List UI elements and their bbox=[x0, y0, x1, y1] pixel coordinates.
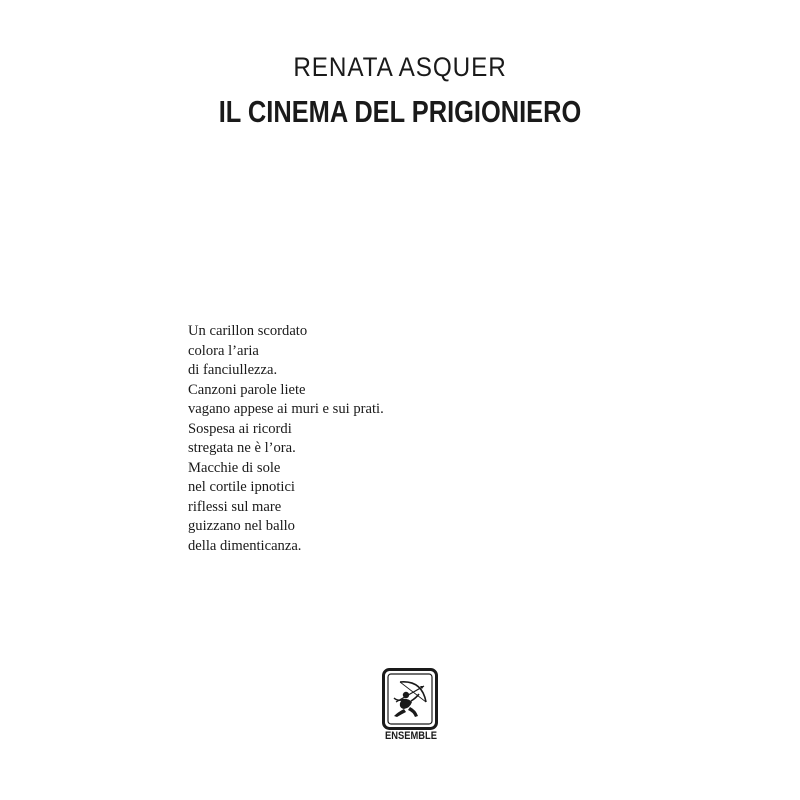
book-title: IL CINEMA DEL PRIGIONIERO bbox=[218, 94, 582, 129]
poem bbox=[188, 322, 384, 556]
poem-line: guizzano nel ballo bbox=[188, 518, 295, 534]
publisher-logo bbox=[379, 668, 443, 748]
publisher-name: ENSEMBLE bbox=[385, 730, 437, 742]
poem-line: Macchie di sole bbox=[188, 459, 281, 476]
poem-line: della dimenticanza. bbox=[188, 537, 302, 554]
poem-line: stregata ne è l’ora. bbox=[188, 440, 296, 456]
poem-line: Un carillon scordato bbox=[188, 323, 308, 339]
poem-line: riflessi sul mare bbox=[188, 498, 282, 515]
poem-line: di fanciullezza. bbox=[188, 362, 278, 378]
poem-line: vagano appese ai muri e sui prati. bbox=[188, 401, 384, 417]
poem-line: Canzoni parole liete bbox=[188, 381, 306, 398]
poem-line: nel cortile ipnotici bbox=[188, 479, 295, 495]
poem-line: colora l’aria bbox=[188, 342, 259, 359]
poem-line: Sospesa ai ricordi bbox=[188, 420, 292, 437]
archer-icon bbox=[382, 668, 438, 730]
author-name: RENATA ASQUER bbox=[293, 52, 507, 82]
